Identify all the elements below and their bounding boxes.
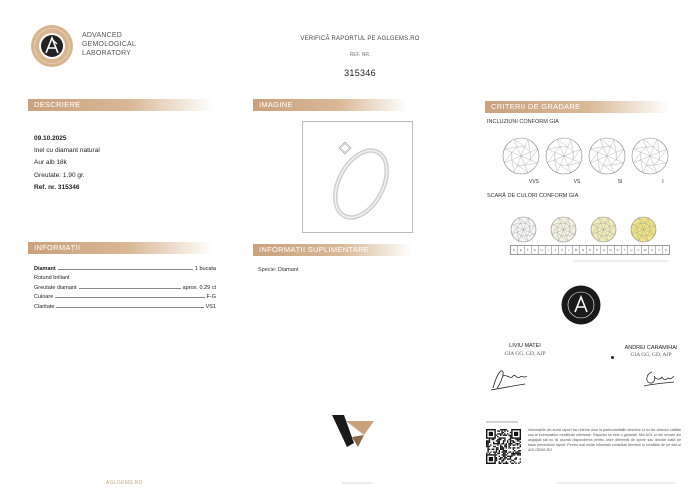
desc-metal: Aur alb 18k xyxy=(34,159,67,167)
color-title: SCARĂ DE CULORI CONFORM GIA xyxy=(487,193,579,199)
agl-seal-icon xyxy=(30,24,74,68)
description-block xyxy=(34,133,100,194)
footer-ref-line xyxy=(342,481,372,485)
color-diamond-icon xyxy=(590,216,617,248)
color-scale-cell: J xyxy=(552,246,559,254)
info-key: Rotund briliant xyxy=(34,275,70,281)
separator-dot xyxy=(611,356,614,359)
lab-name-line: ADVANCED xyxy=(82,32,122,39)
color-scale-cell: P xyxy=(594,246,601,254)
color-diamond-icon xyxy=(510,216,537,248)
color-scale-cell: G xyxy=(532,246,539,254)
color-scale-cell: S xyxy=(615,246,622,254)
color-scale-cell: T xyxy=(622,246,629,254)
color-scale-cell: N xyxy=(580,246,587,254)
color-scale-cell: U xyxy=(628,246,635,254)
color-scale-cell: D xyxy=(511,246,518,254)
color-scale-cell: Y xyxy=(656,246,663,254)
color-scale-cell: F xyxy=(525,246,532,254)
info-value: VS1 xyxy=(205,303,216,310)
clarity-diamond-icon xyxy=(631,137,669,180)
color-scale-cell: H xyxy=(539,246,546,254)
signer-name: ANDREI CARAMIHAI xyxy=(624,345,678,351)
color-diamond-icon xyxy=(550,216,577,248)
signer-name: LIVIU MATEI xyxy=(509,343,541,349)
color-scale-cell: Q xyxy=(601,246,608,254)
qr-caption-line xyxy=(486,420,518,424)
info-row xyxy=(34,291,216,301)
scale-note-line xyxy=(573,259,668,263)
color-scale-cell: O xyxy=(587,246,594,254)
verify-text: VERIFICĂ RAPORTUL PE AGLGEMS.RO xyxy=(300,36,420,42)
section-imagine: IMAGINE xyxy=(253,99,408,111)
info-row xyxy=(34,272,216,282)
desc-item: Inel cu diamant natural xyxy=(34,147,100,155)
clarity-diamond-icon xyxy=(502,137,540,180)
color-scale-cell: L xyxy=(566,246,573,254)
ref-number: 315346 xyxy=(344,68,376,78)
color-scale-cell: E xyxy=(518,246,525,254)
info-value: aprox. 0.29 ct xyxy=(182,284,216,291)
clarity-grade-label: I xyxy=(662,179,664,185)
clarity-grade-label: VS xyxy=(573,179,581,185)
desc-date: 09.10.2025 xyxy=(34,135,67,142)
info-key: Diamant xyxy=(34,265,56,272)
section-suplimentare: INFORMAȚII SUPLIMENTARE xyxy=(253,244,413,256)
color-diamond-icon xyxy=(630,216,657,248)
legal-text: Informațiile din acest raport fac referire doar la particularitățile descrise și nu fac obiectul calității sau al eventualelor modificări ulterioare. Raportul nu este o garanție. Nici AGL și nici oricare din angajații săi nu își asumă răspunderea pentru orice diferență de opinie sau decizie luată pe baza prezentului raport. Pentru mai multe informații consultați termenii și condițiile de pe site-ul AGLGEMS.RO. xyxy=(528,428,681,452)
brand-v-logo-icon xyxy=(330,413,376,449)
section-informatii: INFORMAȚII xyxy=(28,242,213,254)
lab-name-line: LABORATORY xyxy=(82,50,132,57)
signature-2 xyxy=(642,366,676,388)
info-key: Claritate xyxy=(34,303,55,310)
clarity-diamond-icon xyxy=(588,137,626,180)
info-row xyxy=(34,262,216,272)
footer-note-line xyxy=(556,481,676,485)
info-row xyxy=(34,300,216,310)
color-scale xyxy=(510,245,670,255)
info-key: Culoare xyxy=(34,294,54,300)
section-descriere: DESCRIERE xyxy=(28,99,213,111)
signer-title: GIA GG, GD, AJP xyxy=(504,351,546,357)
color-scale-cell: X xyxy=(649,246,656,254)
color-scale-cell: K xyxy=(559,246,566,254)
clarity-grade-label: VVS xyxy=(528,179,539,185)
clarity-diamond-icon xyxy=(545,137,583,180)
color-scale-cell: W xyxy=(642,246,649,254)
qr-code-icon[interactable] xyxy=(486,429,521,464)
info-table xyxy=(34,262,216,310)
ring-image xyxy=(302,121,413,233)
signer-title: GIA GG, GD, AJP xyxy=(630,352,672,358)
clarity-title: INCLUZIUNI CONFORM GIA xyxy=(487,119,559,125)
color-scale-cell: I xyxy=(546,246,553,254)
agl-logo-icon xyxy=(561,285,601,325)
color-scale-cell: Z xyxy=(664,248,667,252)
footer-site: AGLGEMS.RO xyxy=(106,480,143,486)
desc-weight: Greutate: 1.90 gr. xyxy=(34,171,85,179)
info-value: F-G xyxy=(206,294,216,300)
info-value: 1 bucata xyxy=(194,265,216,272)
signature-1 xyxy=(487,364,529,392)
specie-text: Specie: Diamant xyxy=(258,267,299,273)
clarity-grade-label: SI xyxy=(617,179,623,185)
desc-ref: Ref. nr. 315346 xyxy=(34,183,80,191)
color-scale-cell: M xyxy=(573,246,580,254)
lab-name-line: GEMOLOGICAL xyxy=(82,41,136,48)
color-scale-cell: V xyxy=(635,246,642,254)
info-key: Greutate diamant xyxy=(34,284,77,291)
section-criterii: CRITERII DE GRADARE xyxy=(485,101,670,113)
info-row xyxy=(34,281,216,291)
color-scale-cell: R xyxy=(608,246,615,254)
ref-label: REF. NR. xyxy=(349,52,371,58)
ring-illustration xyxy=(303,122,412,232)
lab-name xyxy=(82,31,136,58)
